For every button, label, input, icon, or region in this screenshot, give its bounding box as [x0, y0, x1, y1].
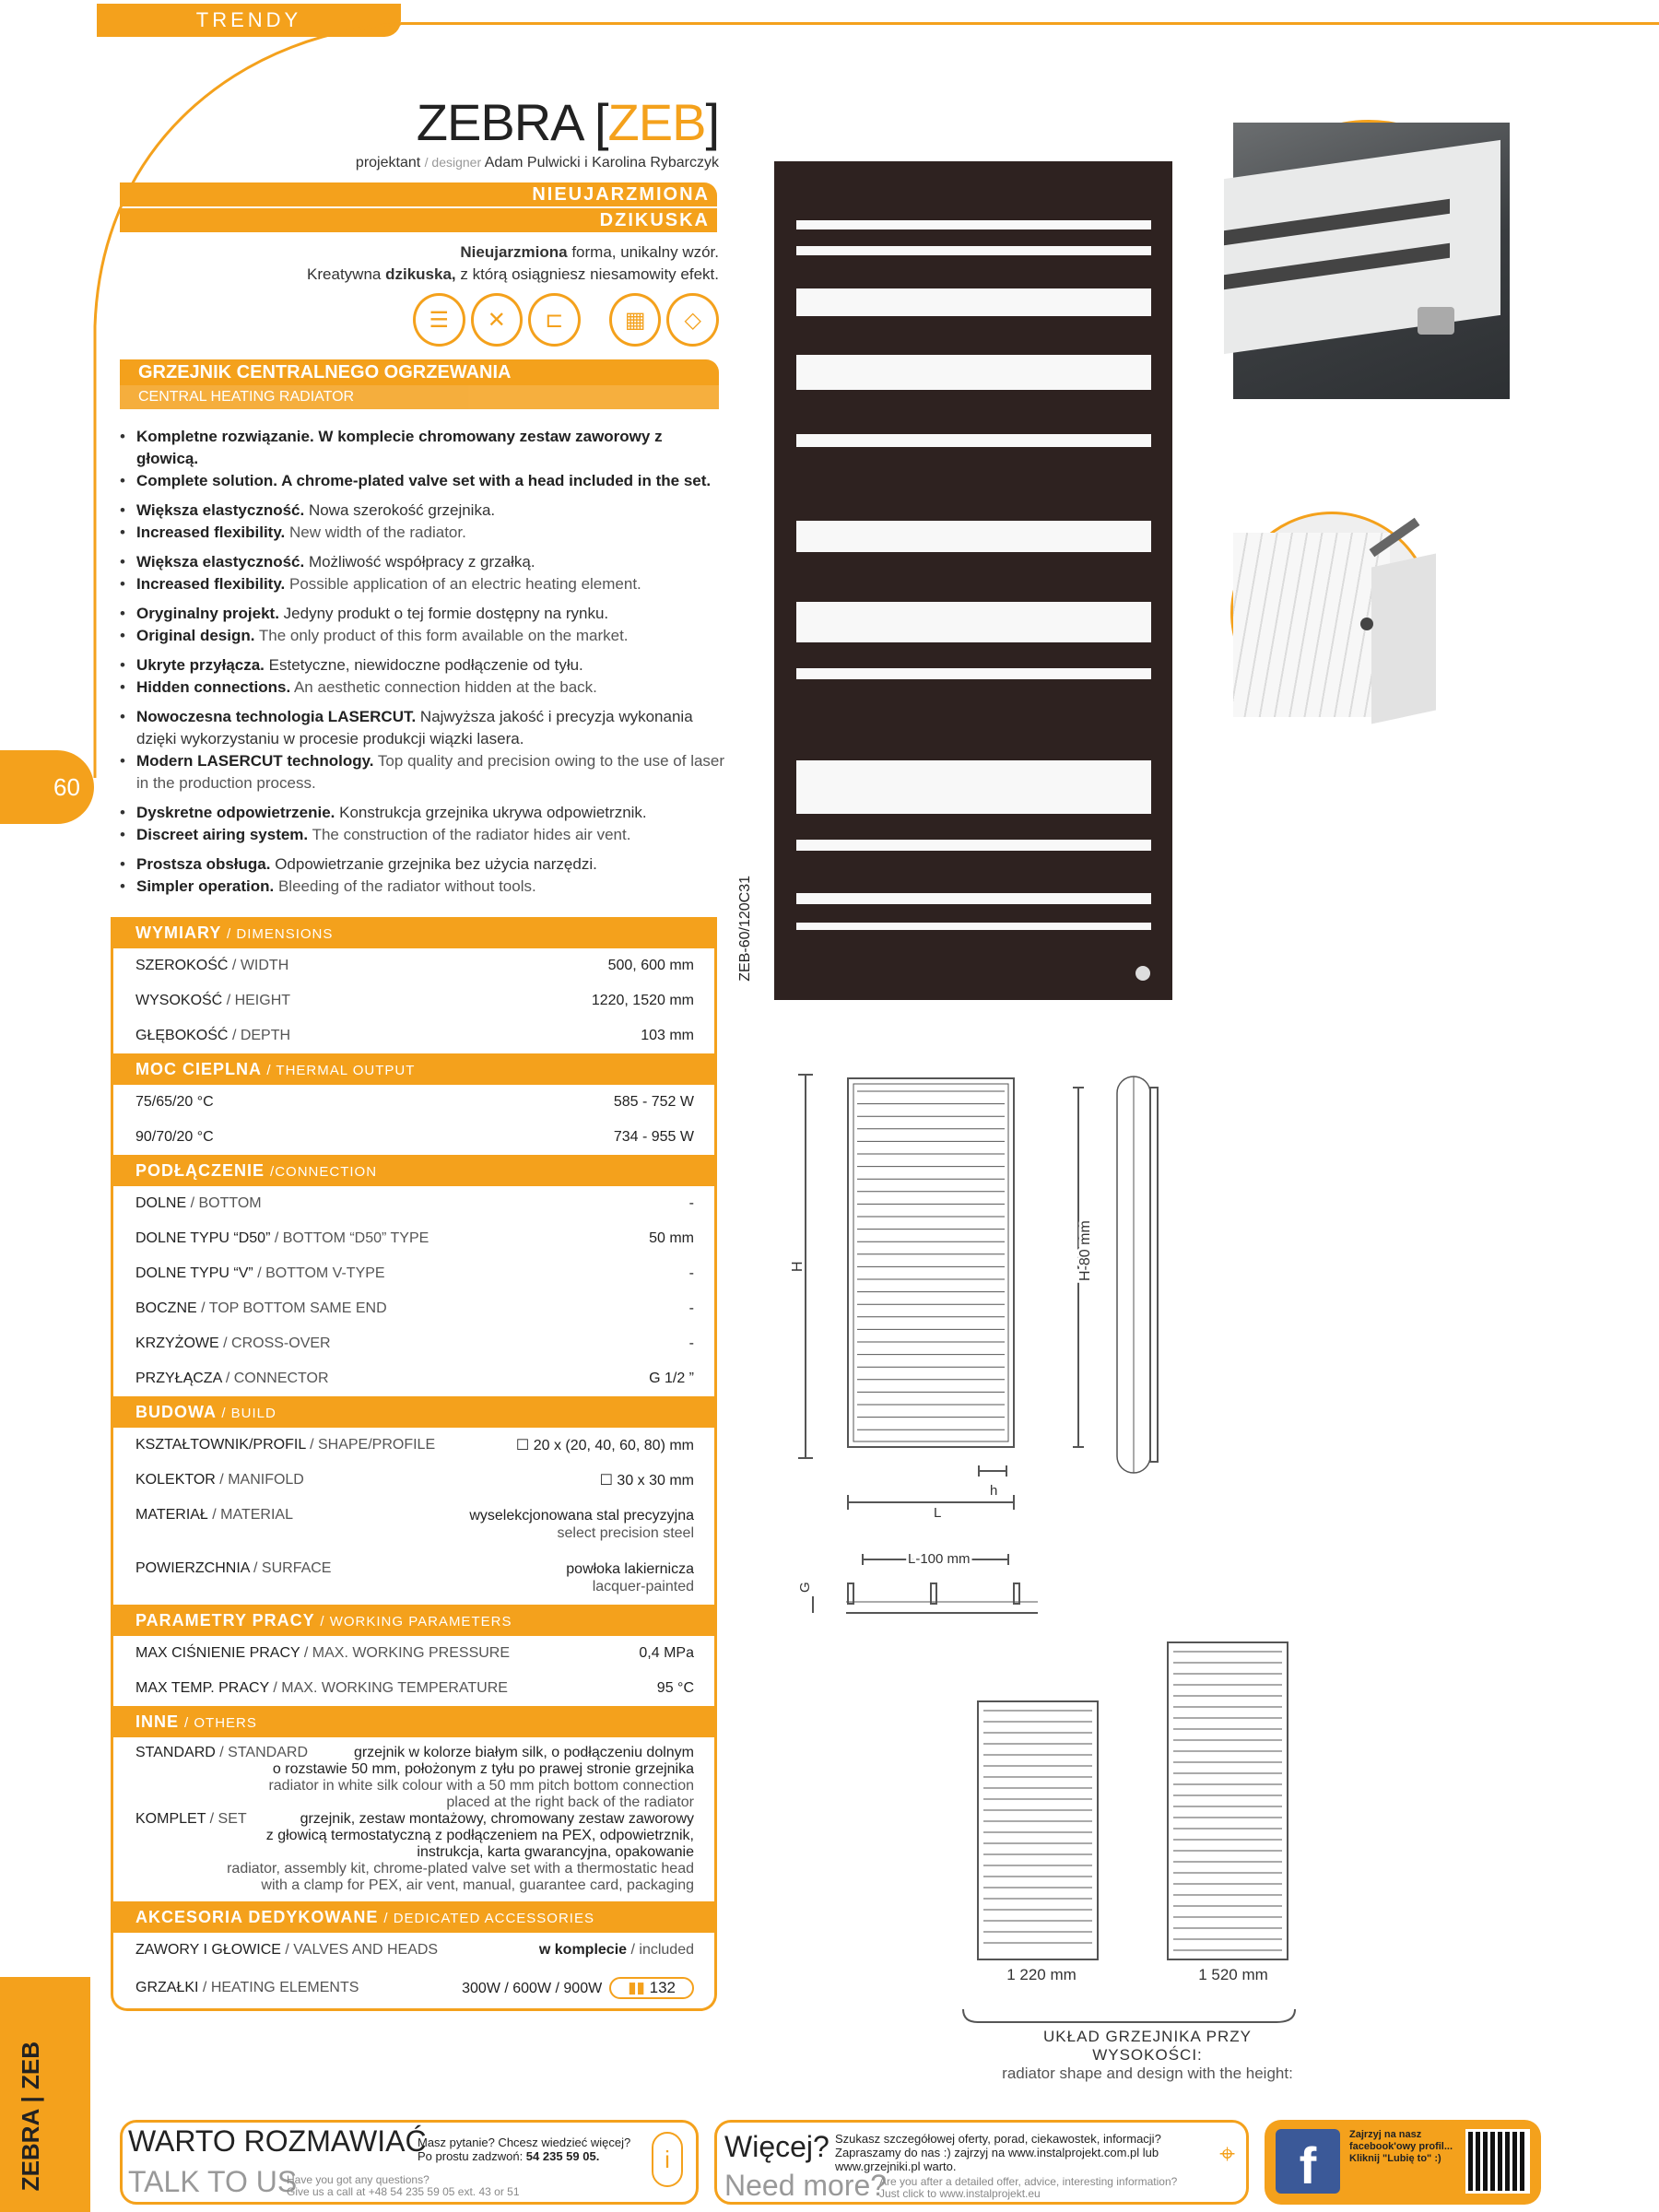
feature-item: • Oryginalny projekt. Jedyny produkt o tej formie dostępny na rynku. • Original design. The only product of this form available on the market.	[120, 603, 728, 647]
radiator-slat	[796, 355, 1151, 390]
intro-text: Nieujarzmiona forma, unikalny wzór. Kreatywna dzikuska, z którą osiągniesz niesamowity efekt.	[307, 243, 719, 283]
radiator-slat	[796, 434, 1151, 447]
spec-header: PODŁĄCZENIE /CONNECTION	[113, 1155, 714, 1186]
others-block: STANDARD / STANDARD grzejnik w kolorze białym silk, o podłączeniu dolnym o rozstawie 50 mm, położonym z tyłu po prawej stronie grzejnika radiator in white silk colour with a 50 mm pitch bottom connection placed at the right back of the radiator KOMPLET / SET grzejnik, zestaw montażowy, chromowany zestaw zaworowy z głowicą termostatyczną z podłączeniem na PEX, odpowietrznik, instrukcja, karta gwarancyjna, opakowanie radiator, assembly kit, chrome-plated valve set with a thermostatic head with a clamp for PEX, air vent, manual, guarantee card, packaging	[135, 1745, 694, 1893]
page-number: 60	[0, 750, 94, 824]
highlight-1: NIEUJARZMIONA	[120, 182, 717, 206]
highlight-2: DZIKUSKA	[120, 208, 717, 232]
qr-code-icon[interactable]	[1465, 2129, 1530, 2194]
spec-header: INNE / OTHERS	[113, 1706, 714, 1737]
product-title: ZEBRA [ZEB]	[416, 93, 719, 151]
dim-l: L	[934, 1505, 942, 1521]
cursor-icon: ⌖	[1219, 2139, 1235, 2170]
podium-icon: ▦	[609, 293, 662, 347]
spec-header: BUDOWA / BUILD	[113, 1396, 714, 1428]
talk-box: WARTO ROZMAWIAĆ TALK TO US Masz pytanie? Chcesz wiedzieć więcej? Po prostu zadzwoń: 54 235 59 05. Have you got any questions? Give us a call at +48 54 235 59 05 ext. 43 or 51 i	[120, 2120, 699, 2205]
feature-item: • Dyskretne odpowietrzenie. Konstrukcja grzejnika ukrywa odpowietrznik. • Discreet airing system. The construction of the radiator hides air vent.	[120, 802, 728, 846]
radiator-slat	[796, 668, 1151, 679]
radiator-slat	[796, 893, 1151, 904]
dim-h: H	[790, 1261, 806, 1272]
spec-row: KOLEKTOR / MANIFOLD ☐ 30 x 30 mm	[135, 1472, 694, 1488]
page-ref-button[interactable]: ▮▮ 132	[609, 1977, 694, 1999]
spec-row: SZEROKOŚĆ / WIDTH 500, 600 mm	[135, 958, 694, 973]
air-vent-dial	[1135, 966, 1150, 981]
spec-row: 90/70/20 °C 734 - 955 W	[135, 1129, 694, 1145]
radiator-slat	[796, 923, 1151, 930]
spec-header: AKCESORIA DEDYKOWANE / DEDICATED ACCESSORIES	[113, 1901, 714, 1933]
height-b: 1 520 mm	[1198, 1966, 1268, 1983]
height-a: 1 220 mm	[1006, 1966, 1077, 1983]
spec-row: WYSOKOŚĆ / HEIGHT 1220, 1520 mm	[135, 993, 694, 1008]
radiator-icon: ☰	[413, 293, 465, 347]
spec-row: 75/65/20 °C 585 - 752 W	[135, 1094, 694, 1110]
diamond-icon: ◇	[666, 293, 719, 347]
spec-row: DOLNE / BOTTOM -	[135, 1195, 694, 1211]
feature-list	[120, 426, 728, 905]
more-box: Więcej? Need more? Szukasz szczegółowej oferty, porad, ciekawostek, informacji? Zapraszamy do nas :) zajrzyj na www.instalprojekt.com.pl lub www.grzejniki.pl warto. Are you after a detailed offer, advice, interesting information? Just click to www.instalprojekt.eu ⌖	[714, 2120, 1249, 2205]
radiator-slat	[796, 246, 1151, 255]
spec-table	[111, 917, 717, 2011]
radiator-slat	[796, 760, 1151, 814]
spec-row: MATERIAŁ / MATERIAL wyselekcjonowana stal precyzyjna select precision steel	[135, 1507, 694, 1541]
connection-icon: ⊏	[528, 293, 581, 347]
spec-row: PRZYŁĄCZA / CONNECTOR G 1/2 ”	[135, 1371, 694, 1386]
spec-header: WYMIARY / DIMENSIONS	[113, 917, 714, 948]
side-label: ZEBRA | ZEB	[17, 2041, 44, 2192]
model-code: ZEB-60/120C31	[737, 876, 753, 982]
spec-header: MOC CIEPLNA / THERMAL OUTPUT	[113, 1053, 714, 1085]
radiator-photo	[774, 161, 1172, 1000]
designer-line: projektant / designer Adam Pulwicki i Karolina Rybarczyk	[355, 155, 719, 171]
side-drawing	[1069, 1069, 1189, 1475]
feature-item: • Ukryte przyłącza. Estetyczne, niewidoczne podłączenie od tyłu. • Hidden connections. An aesthetic connection hidden at the back.	[120, 654, 728, 699]
spec-row: KRZYŻOWE / CROSS-OVER -	[135, 1335, 694, 1351]
spec-row: KSZTAŁTOWNIK/PROFIL / SHAPE/PROFILE ☐ 20 x (20, 40, 60, 80) mm	[135, 1437, 694, 1453]
feature-item: • Większa elastyczność. Możliwość współpracy z grzałką. • Increased flexibility. Possible application of an electric heating element.	[120, 551, 728, 595]
side-bar	[0, 1977, 90, 2212]
height-caption: UKŁAD GRZEJNIKA PRZY WYSOKOŚCI: radiator shape and design with the height:	[1002, 2028, 1293, 2082]
section-tab: TRENDY	[97, 4, 401, 37]
spec-row: MAX CIŚNIENIE PRACY / MAX. WORKING PRESSURE 0,4 MPa	[135, 1645, 694, 1661]
spec-row: MAX TEMP. PRACY / MAX. WORKING TEMPERATURE 95 °C	[135, 1680, 694, 1696]
dim-h-80: H-80 mm	[1077, 1220, 1093, 1281]
spec-row: BOCZNE / TOP BOTTOM SAME END -	[135, 1300, 694, 1316]
laser-icon: ✕	[471, 293, 524, 347]
spec-row: GŁĘBOKOŚĆ / DEPTH 103 mm	[135, 1028, 694, 1043]
dim-g: G	[797, 1582, 813, 1593]
radiator-slat	[796, 602, 1151, 642]
dim-l-100: L-100 mm	[908, 1551, 971, 1567]
header-line	[401, 22, 1659, 25]
feature-item: • Kompletne rozwiązanie. W komplecie chromowany zestaw zaworowy z głowicą. • Complete solution. A chrome-plated valve set with a head included in the set.	[120, 426, 728, 492]
spec-row: POWIERZCHNIA / SURFACE powłoka lakiernicza lacquer-painted	[135, 1560, 694, 1594]
feature-item: • Większa elastyczność. Nowa szerokość grzejnika. • Increased flexibility. New width of the radiator.	[120, 500, 728, 544]
feature-item: • Nowoczesna technologia LASERCUT. Najwyższa jakość i precyzja wykonania dzięki wykorzystaniu w procesie produkcji wiązki lasera. • Modern LASERCUT technology. Top quality and precision owing to the use of laser in the production process.	[120, 706, 728, 794]
detail-photo-bars	[1230, 120, 1507, 396]
spec-row: DOLNE TYPU “D50” / BOTTOM “D50” TYPE 50 mm	[135, 1230, 694, 1246]
radiator-slat	[796, 521, 1151, 552]
facebook-box[interactable]: f Zajrzyj na nasz facebook'owy profil... Kliknij "Lubię to" :)	[1265, 2120, 1541, 2205]
spec-row: DOLNE TYPU “V” / BOTTOM V-TYPE -	[135, 1265, 694, 1281]
radiator-slat	[796, 840, 1151, 851]
category-header: GRZEJNIK CENTRALNEGO OGRZEWANIA CENTRAL HEATING RADIATOR	[120, 359, 719, 411]
dim-h-small: h	[990, 1483, 998, 1499]
facebook-icon[interactable]: f	[1276, 2129, 1340, 2194]
spec-header: PARAMETRY PRACY / WORKING PARAMETERS	[113, 1605, 714, 1636]
radiator-slat	[796, 220, 1151, 229]
spec-row: ZAWORY I GŁOWICE / VALVES AND HEADS w komplecie / included	[135, 1942, 694, 1958]
radiator-slat	[796, 288, 1151, 316]
feature-item: • Prostsza obsługa. Odpowietrzanie grzejnika bez użycia narzędzi. • Simpler operation. Bleeding of the radiator without tools.	[120, 853, 728, 898]
info-icon: i	[652, 2132, 683, 2187]
feature-icons	[413, 293, 719, 348]
detail-photo-vent	[1230, 512, 1433, 714]
spec-row: GRZAŁKI / HEATING ELEMENTS 300W / 600W / 900W ▮▮ 132	[113, 1968, 714, 2008]
